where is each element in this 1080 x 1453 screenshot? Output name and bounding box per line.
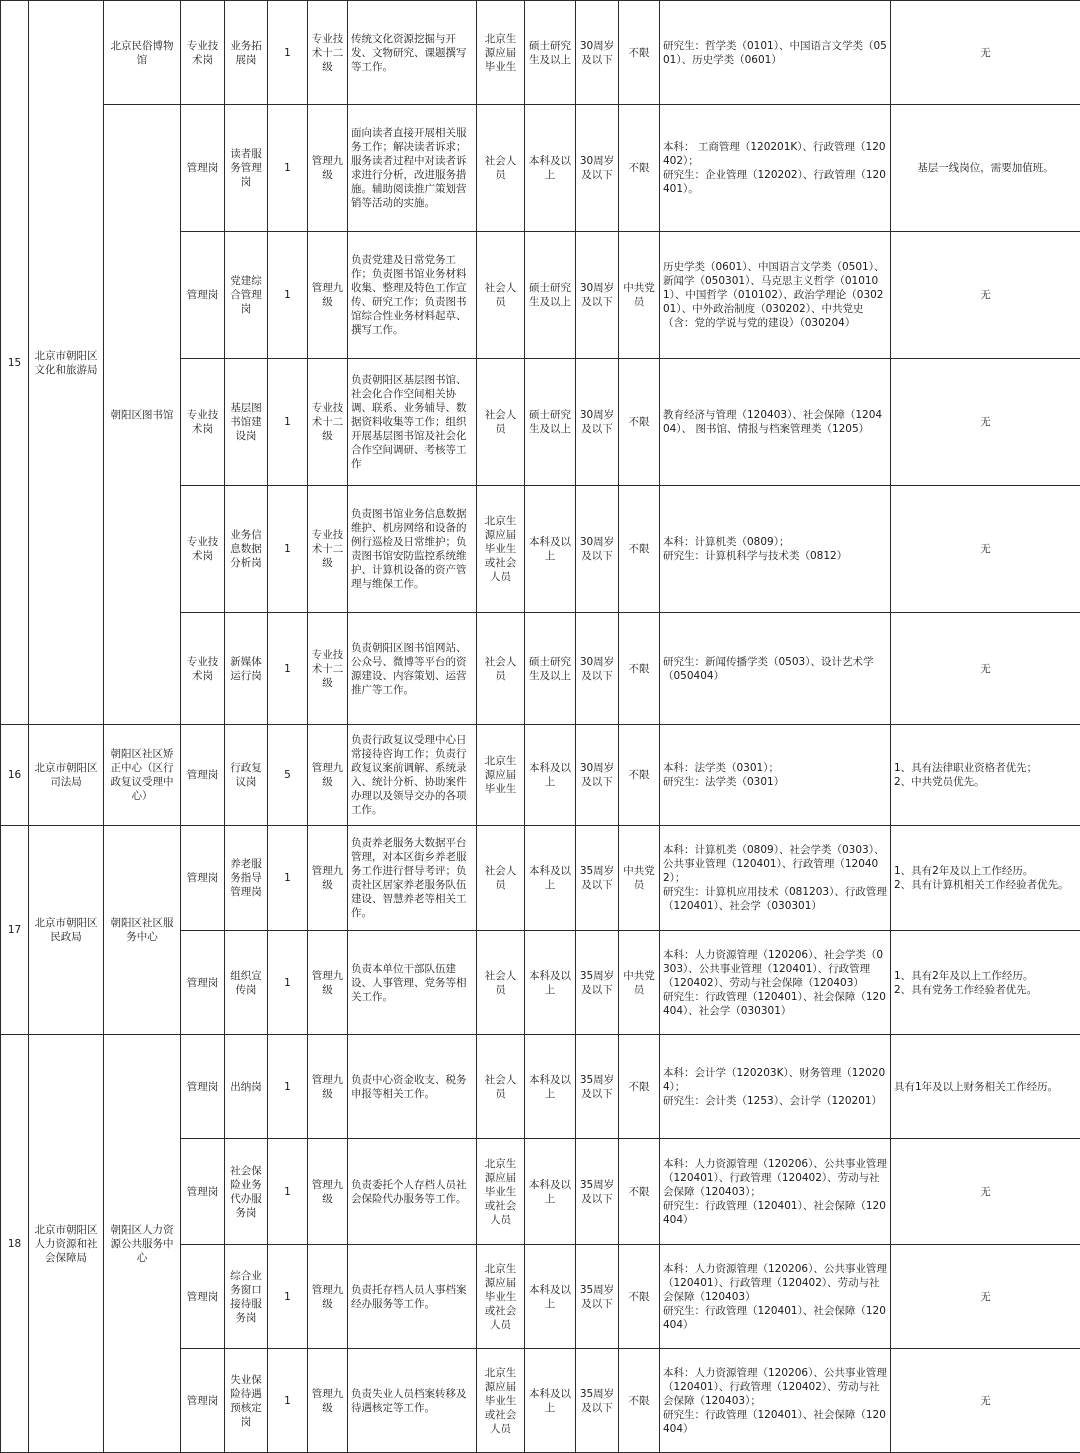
count-cell: 1 <box>268 1245 308 1349</box>
post-name-cell: 业务拓展岗 <box>225 1 268 105</box>
major-cell: 教育经济与管理（120403）、社会保障（120404）、 图书馆、情报与档案管理类（1205） <box>660 359 891 486</box>
source-cell: 社会人员 <box>477 931 525 1035</box>
duty-cell: 负责养老服务大数据平台管理，对本区街乡养老服务工作进行督导考评；负责社区居家养老服务队伍建设、智慧养老等相关工作。 <box>348 826 477 931</box>
level-cell: 管理九级 <box>308 725 348 826</box>
count-cell: 1 <box>268 1035 308 1139</box>
duty-cell: 负责行政复议受理中心日常接待咨询工作；负责行政复议案前调解、系统录入、统计分析、协助案件办理以及领导交办的各项工作。 <box>348 725 477 826</box>
count-cell: 1 <box>268 232 308 359</box>
duty-cell: 负责失业人员档案转移及待遇核定等工作。 <box>348 1349 477 1453</box>
level-cell: 管理九级 <box>308 1139 348 1245</box>
politics-cell: 中共党员 <box>619 931 660 1035</box>
table-row <box>1 1035 1080 1139</box>
major-cell: 本科：人力资源管理（120206）、公共事业管理（120401）、行政管理（120402）、劳动与社会保障（120403）； 研究生：行政管理（120401）、社会保障（120404） <box>660 1139 891 1245</box>
table-row <box>1 1 1080 105</box>
source-cell: 北京生源应届毕业生或社会人员 <box>477 486 525 613</box>
seq-cell: 16 <box>1 725 29 826</box>
unit-cell: 朝阳区社区服务中心 <box>104 826 181 1035</box>
post-name-cell: 新媒体运行岗 <box>225 613 268 725</box>
unit-cell: 北京民俗博物馆 <box>104 1 181 105</box>
age-cell: 30周岁及以下 <box>576 725 619 826</box>
politics-cell: 不限 <box>619 486 660 613</box>
post-type-cell: 专业技术岗 <box>181 359 225 486</box>
other-cell: 无 <box>891 232 1080 359</box>
post-name-cell: 社会保险业务代办服务岗 <box>225 1139 268 1245</box>
post-name-cell: 养老服务指导管理岗 <box>225 826 268 931</box>
unit-cell: 朝阳区人力资源公共服务中心 <box>104 1035 181 1453</box>
post-type-cell: 管理岗 <box>181 1349 225 1453</box>
post-name-cell: 读者服务管理岗 <box>225 105 268 232</box>
major-cell: 研究生：哲学类（0101）、中国语言文学类（0501）、历史学类（0601） <box>660 1 891 105</box>
table-row <box>1 725 1080 826</box>
post-type-cell: 专业技术岗 <box>181 613 225 725</box>
count-cell: 1 <box>268 486 308 613</box>
table-row <box>1 105 1080 232</box>
other-cell: 无 <box>891 1245 1080 1349</box>
count-cell: 1 <box>268 931 308 1035</box>
other-cell: 1、具有法律职业资格者优先； 2、中共党员优先。 <box>891 725 1080 826</box>
dept-cell: 北京市朝阳区人力资源和社会保障局 <box>29 1035 104 1453</box>
post-type-cell: 管理岗 <box>181 105 225 232</box>
duty-cell: 负责党建及日常党务工作；负责图书馆业务材料收集、整理及特色工作宣传、研究工作；负责图书馆综合性业务材料起草、撰写工作。 <box>348 232 477 359</box>
post-type-cell: 管理岗 <box>181 931 225 1035</box>
source-cell: 北京生源应届毕业生 <box>477 1 525 105</box>
duty-cell: 负责本单位干部队伍建设、人事管理、党务等相关工作。 <box>348 931 477 1035</box>
major-cell: 本科：法学类（0301）； 研究生：法学类（0301） <box>660 725 891 826</box>
other-cell: 具有1年及以上财务相关工作经历。 <box>891 1035 1080 1139</box>
politics-cell: 中共党员 <box>619 232 660 359</box>
major-cell: 本科：人力资源管理（120206）、社会学类（0303）、公共事业管理（120401）、行政管理（120402）、劳动与社会保障（120403） 研究生：行政管理（120401）、社会保障（120404）、社会学（030301） <box>660 931 891 1035</box>
source-cell: 社会人员 <box>477 826 525 931</box>
politics-cell: 中共党员 <box>619 826 660 931</box>
age-cell: 35周岁及以下 <box>576 826 619 931</box>
count-cell: 1 <box>268 1139 308 1245</box>
level-cell: 专业技术十二级 <box>308 486 348 613</box>
source-cell: 北京生源应届毕业生或社会人员 <box>477 1349 525 1453</box>
post-type-cell: 管理岗 <box>181 826 225 931</box>
level-cell: 管理九级 <box>308 1245 348 1349</box>
count-cell: 1 <box>268 1349 308 1453</box>
count-cell: 1 <box>268 826 308 931</box>
post-name-cell: 基层图书馆建设岗 <box>225 359 268 486</box>
education-cell: 本科及以上 <box>525 1035 576 1139</box>
other-cell: 无 <box>891 613 1080 725</box>
politics-cell: 不限 <box>619 725 660 826</box>
seq-cell: 15 <box>1 1 29 725</box>
count-cell: 1 <box>268 1 308 105</box>
education-cell: 硕士研究生及以上 <box>525 232 576 359</box>
seq-cell: 17 <box>1 826 29 1035</box>
politics-cell: 不限 <box>619 105 660 232</box>
duty-cell: 负责中心资金收支、税务申报等相关工作。 <box>348 1035 477 1139</box>
source-cell: 北京生源应届毕业生或社会人员 <box>477 1245 525 1349</box>
politics-cell: 不限 <box>619 1035 660 1139</box>
post-name-cell: 组织宣传岗 <box>225 931 268 1035</box>
politics-cell: 不限 <box>619 1349 660 1453</box>
age-cell: 30周岁及以下 <box>576 1 619 105</box>
age-cell: 35周岁及以下 <box>576 1139 619 1245</box>
duty-cell: 负责托存档人员人事档案经办服务等工作。 <box>348 1245 477 1349</box>
education-cell: 本科及以上 <box>525 486 576 613</box>
level-cell: 管理九级 <box>308 232 348 359</box>
education-cell: 硕士研究生及以上 <box>525 359 576 486</box>
level-cell: 专业技术十二级 <box>308 613 348 725</box>
level-cell: 管理九级 <box>308 105 348 232</box>
politics-cell: 不限 <box>619 1 660 105</box>
dept-cell: 北京市朝阳区民政局 <box>29 826 104 1035</box>
other-cell: 基层一线岗位，需要加值班。 <box>891 105 1080 232</box>
other-cell: 无 <box>891 1 1080 105</box>
education-cell: 本科及以上 <box>525 931 576 1035</box>
post-type-cell: 管理岗 <box>181 1139 225 1245</box>
dept-cell: 北京市朝阳区文化和旅游局 <box>29 1 104 725</box>
major-cell: 研究生：新闻传播学类（0503）、设计艺术学（050404） <box>660 613 891 725</box>
post-type-cell: 专业技术岗 <box>181 486 225 613</box>
major-cell: 本科：人力资源管理（120206）、公共事业管理（120401）、行政管理（120402）、劳动与社会保障（120403）； 研究生：行政管理（120401）、社会保障（120404） <box>660 1349 891 1453</box>
major-cell: 历史学类（0601）、中国语言文学类（0501）、新闻学（050301）、马克思主义哲学（010101）、中国哲学（010102）、政治学理论（030201）、中外政治制度（030202）、中共党史（含：党的学说与党的建设）（030204） <box>660 232 891 359</box>
post-type-cell: 管理岗 <box>181 232 225 359</box>
education-cell: 本科及以上 <box>525 105 576 232</box>
unit-cell: 朝阳区图书馆 <box>104 105 181 725</box>
education-cell: 本科及以上 <box>525 826 576 931</box>
source-cell: 社会人员 <box>477 232 525 359</box>
source-cell: 社会人员 <box>477 613 525 725</box>
level-cell: 管理九级 <box>308 1035 348 1139</box>
table-row <box>1 826 1080 931</box>
post-type-cell: 管理岗 <box>181 725 225 826</box>
major-cell: 本科：人力资源管理（120206）、公共事业管理（120401）、行政管理（120402）、劳动与社会保障（120403） 研究生：行政管理（120401）、社会保障（120404） <box>660 1245 891 1349</box>
major-cell: 本科： 工商管理（120201K）、行政管理（120402）； 研究生：企业管理（120202）、行政管理（120401）。 <box>660 105 891 232</box>
level-cell: 专业技术十二级 <box>308 359 348 486</box>
source-cell: 社会人员 <box>477 105 525 232</box>
education-cell: 本科及以上 <box>525 1139 576 1245</box>
level-cell: 管理九级 <box>308 1349 348 1453</box>
dept-cell: 北京市朝阳区司法局 <box>29 725 104 826</box>
post-name-cell: 失业保险待遇预核定岗 <box>225 1349 268 1453</box>
duty-cell: 传统文化资源挖掘与开发、文物研究、课题撰写等工作。 <box>348 1 477 105</box>
post-name-cell: 出纳岗 <box>225 1035 268 1139</box>
count-cell: 1 <box>268 359 308 486</box>
politics-cell: 不限 <box>619 1245 660 1349</box>
post-name-cell: 党建综合管理岗 <box>225 232 268 359</box>
duty-cell: 负责图书馆业务信息数据维护、机房网络和设备的例行巡检及日常维护；负责图书馆安防监控系统维护、计算机设备的资产管理与维保工作。 <box>348 486 477 613</box>
duty-cell: 面向读者直接开展相关服务工作；解决读者诉求；服务读者过程中对读者诉求进行分析，改进服务措施。辅助阅读推广策划营销等活动的实施。 <box>348 105 477 232</box>
source-cell: 北京生源应届毕业生 <box>477 725 525 826</box>
major-cell: 本科：计算机类（0809）； 研究生：计算机科学与技术类（0812） <box>660 486 891 613</box>
age-cell: 35周岁及以下 <box>576 931 619 1035</box>
count-cell: 5 <box>268 725 308 826</box>
count-cell: 1 <box>268 105 308 232</box>
politics-cell: 不限 <box>619 359 660 486</box>
education-cell: 本科及以上 <box>525 1245 576 1349</box>
level-cell: 管理九级 <box>308 826 348 931</box>
major-cell: 本科：计算机类（0809）、社会学类（0303）、公共事业管理（120401）、行政管理（120402）； 研究生：计算机应用技术（081203）、行政管理（120401）、社会学（030301） <box>660 826 891 931</box>
other-cell: 无 <box>891 1139 1080 1245</box>
other-cell: 1、具有2年及以上工作经历。 2、具有计算机相关工作经验者优先。 <box>891 826 1080 931</box>
seq-cell: 18 <box>1 1035 29 1453</box>
duty-cell: 负责朝阳区图书馆网站、公众号、微博等平台的资源建设、内容策划、运营推广等工作。 <box>348 613 477 725</box>
post-name-cell: 业务信息数据分析岗 <box>225 486 268 613</box>
post-name-cell: 综合业务窗口接待服务岗 <box>225 1245 268 1349</box>
major-cell: 本科：会计学（120203K）、财务管理（120204）； 研究生：会计类（1253）、会计学（120201） <box>660 1035 891 1139</box>
age-cell: 35周岁及以下 <box>576 1349 619 1453</box>
age-cell: 30周岁及以下 <box>576 105 619 232</box>
duty-cell: 负责朝阳区基层图书馆、社会化合作空间相关协调、联系、业务辅导、数据资料收集等工作；组织开展基层图书馆及社会化合作空间调研、考核等工作 <box>348 359 477 486</box>
politics-cell: 不限 <box>619 1139 660 1245</box>
other-cell: 1、具有2年及以上工作经历。 2、具有党务工作经验者优先。 <box>891 931 1080 1035</box>
education-cell: 本科及以上 <box>525 1349 576 1453</box>
source-cell: 社会人员 <box>477 359 525 486</box>
other-cell: 无 <box>891 1349 1080 1453</box>
other-cell: 无 <box>891 486 1080 613</box>
post-type-cell: 管理岗 <box>181 1245 225 1349</box>
age-cell: 35周岁及以下 <box>576 1035 619 1139</box>
level-cell: 专业技术十二级 <box>308 1 348 105</box>
duty-cell: 负责委托个人存档人员社会保险代办服务等工作。 <box>348 1139 477 1245</box>
education-cell: 硕士研究生及以上 <box>525 1 576 105</box>
source-cell: 北京生源应届毕业生或社会人员 <box>477 1139 525 1245</box>
level-cell: 管理九级 <box>308 931 348 1035</box>
other-cell: 无 <box>891 359 1080 486</box>
age-cell: 30周岁及以下 <box>576 359 619 486</box>
unit-cell: 朝阳区社区矫正中心（区行政复议受理中心） <box>104 725 181 826</box>
post-type-cell: 管理岗 <box>181 1035 225 1139</box>
post-type-cell: 专业技术岗 <box>181 1 225 105</box>
post-name-cell: 行政复议岗 <box>225 725 268 826</box>
education-cell: 硕士研究生及以上 <box>525 613 576 725</box>
age-cell: 30周岁及以下 <box>576 232 619 359</box>
age-cell: 30周岁及以下 <box>576 613 619 725</box>
age-cell: 30周岁及以下 <box>576 486 619 613</box>
age-cell: 35周岁及以下 <box>576 1245 619 1349</box>
count-cell: 1 <box>268 613 308 725</box>
education-cell: 本科及以上 <box>525 725 576 826</box>
source-cell: 社会人员 <box>477 1035 525 1139</box>
politics-cell: 不限 <box>619 613 660 725</box>
